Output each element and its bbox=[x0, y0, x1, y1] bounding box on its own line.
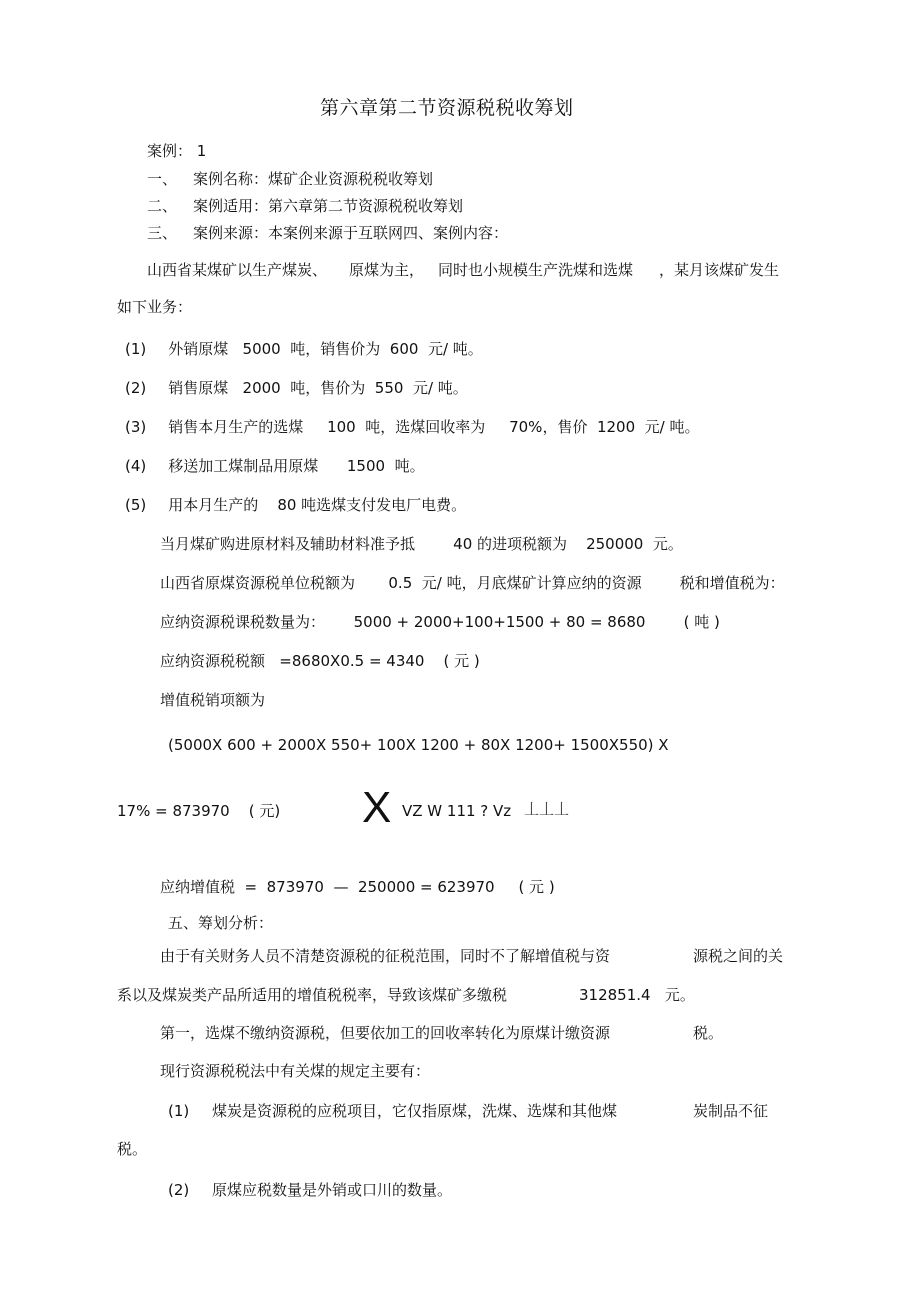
list-item bbox=[125, 378, 468, 398]
analysis-para-1a bbox=[160, 946, 610, 966]
meta-line-source bbox=[147, 223, 508, 243]
unit-tax-text: 山西省原煤资源税单位税额为 0.5 元/ 吨，月底煤矿计算应纳的资源 bbox=[160, 574, 642, 592]
case-number: 案例： 1 bbox=[147, 142, 207, 160]
unit-tax-line bbox=[160, 573, 785, 593]
rule-1-text-c: 税。 bbox=[117, 1140, 148, 1158]
garbled-text: VZ W 111 ? Vz bbox=[402, 802, 512, 820]
intro-text-b: 原煤为主， bbox=[349, 261, 425, 279]
meta-line-applicable bbox=[147, 196, 463, 216]
input-tax-line: 当月煤矿购进原材料及辅助材料准予抵 40 的进项税额为 250000 元。 bbox=[160, 535, 683, 553]
rule-1-text-a: 煤炭是资源税的应税项目，它仅指原煤，洗煤、选煤和其他煤 bbox=[212, 1102, 618, 1120]
list-item bbox=[125, 339, 483, 359]
meta-text: 案例适用：第六章第二节资源税税收筹划 bbox=[193, 197, 464, 215]
list-item bbox=[125, 495, 466, 515]
page-title: 第六章第二节资源税税收筹划 bbox=[320, 97, 574, 119]
unit-tax-text-b: 税和增值税为： bbox=[679, 574, 785, 592]
meta-num: 一、 bbox=[147, 170, 178, 188]
list-item-text: 用本月生产的 80 吨选煤支付发电厂电费。 bbox=[168, 496, 467, 514]
vat-formula: (5000X 600 + 2000X 550+ 100X 1200 + 80X 1200+ 1500X550) X bbox=[168, 736, 669, 754]
list-item-number: (3) bbox=[125, 418, 147, 436]
analysis-para-3: 现行资源税税法中有关煤的规定主要有： bbox=[160, 1062, 431, 1080]
list-item bbox=[125, 417, 700, 437]
list-item-number: (1) bbox=[125, 340, 147, 358]
analysis-para-1b: 源税之间的关 bbox=[693, 947, 784, 965]
analysis-text: 由于有关财务人员不清楚资源税的征税范围，同时不了解增值税与资 bbox=[160, 947, 611, 965]
intro-text-d: ，某月该煤矿发生 bbox=[659, 261, 780, 279]
list-item-text: 销售本月生产的选煤 100 吨，选煤回收率为 70%，售价 1200 元/ 吨。 bbox=[168, 418, 700, 436]
rule-2-text: 原煤应税数量是外销或口川的数量。 bbox=[212, 1181, 453, 1199]
analysis-para-2a: 第一，选煤不缴纳资源税，但要依加工的回收率转化为原煤计缴资源 bbox=[160, 1024, 611, 1042]
intro-line-2: 如下业务： bbox=[117, 298, 193, 316]
analysis-para-2b: 税。 bbox=[693, 1024, 724, 1042]
garbled-glyphs: 丄丄丄 bbox=[524, 800, 570, 818]
intro-text-c: 同时也小规模生产洗煤和选煤 bbox=[438, 261, 634, 279]
list-item-number: (2) bbox=[125, 379, 147, 397]
vat-payable-line: 应纳增值税 = 873970 — 250000 = 623970 ( 元 ) bbox=[160, 878, 555, 896]
vat-label: 增值税销项额为 bbox=[160, 691, 266, 709]
intro-text-a: 山西省某煤矿以生产煤炭、 bbox=[147, 261, 328, 279]
list-item-text: 销售原煤 2000 吨，售价为 550 元/ 吨。 bbox=[168, 379, 468, 397]
meta-text: 案例名称：煤矿企业资源税税收筹划 bbox=[193, 170, 434, 188]
meta-num: 二、 bbox=[147, 197, 178, 215]
vat-result: 17% = 873970 ( 元) bbox=[117, 802, 281, 820]
meta-num: 三、 bbox=[147, 224, 178, 242]
rule-1-number: (1) bbox=[168, 1102, 190, 1120]
resource-tax-line: 应纳资源税税额 =8680X0.5 = 4340 ( 元 ) bbox=[160, 652, 480, 670]
list-item-text: 移送加工煤制品用原煤 1500 吨。 bbox=[168, 457, 425, 475]
rule-1-text-b: 炭制品不征 bbox=[693, 1102, 769, 1120]
analysis-heading: 五、筹划分析： bbox=[168, 914, 274, 932]
large-x-mark: X bbox=[362, 783, 392, 832]
rule-2-number: (2) bbox=[168, 1181, 190, 1199]
analysis-para-1c: 系以及煤炭类产品所适用的增值税税率，导致该煤矿多缴税 bbox=[117, 986, 508, 1004]
meta-line-name bbox=[147, 169, 433, 189]
taxable-quantity-line: 应纳资源税课税数量为： 5000 + 2000+100+1500 + 80 = 8680 ( 吨 ) bbox=[160, 613, 720, 631]
list-item-number: (4) bbox=[125, 457, 147, 475]
list-item-text: 外销原煤 5000 吨，销售价为 600 元/ 吨。 bbox=[168, 340, 483, 358]
analysis-para-1d: 312851.4 元。 bbox=[579, 986, 695, 1004]
list-item bbox=[125, 456, 425, 476]
intro-line-1 bbox=[147, 260, 779, 280]
list-item-number: (5) bbox=[125, 496, 147, 514]
meta-text: 案例来源：本案例来源于互联网四、案例内容： bbox=[193, 224, 509, 242]
